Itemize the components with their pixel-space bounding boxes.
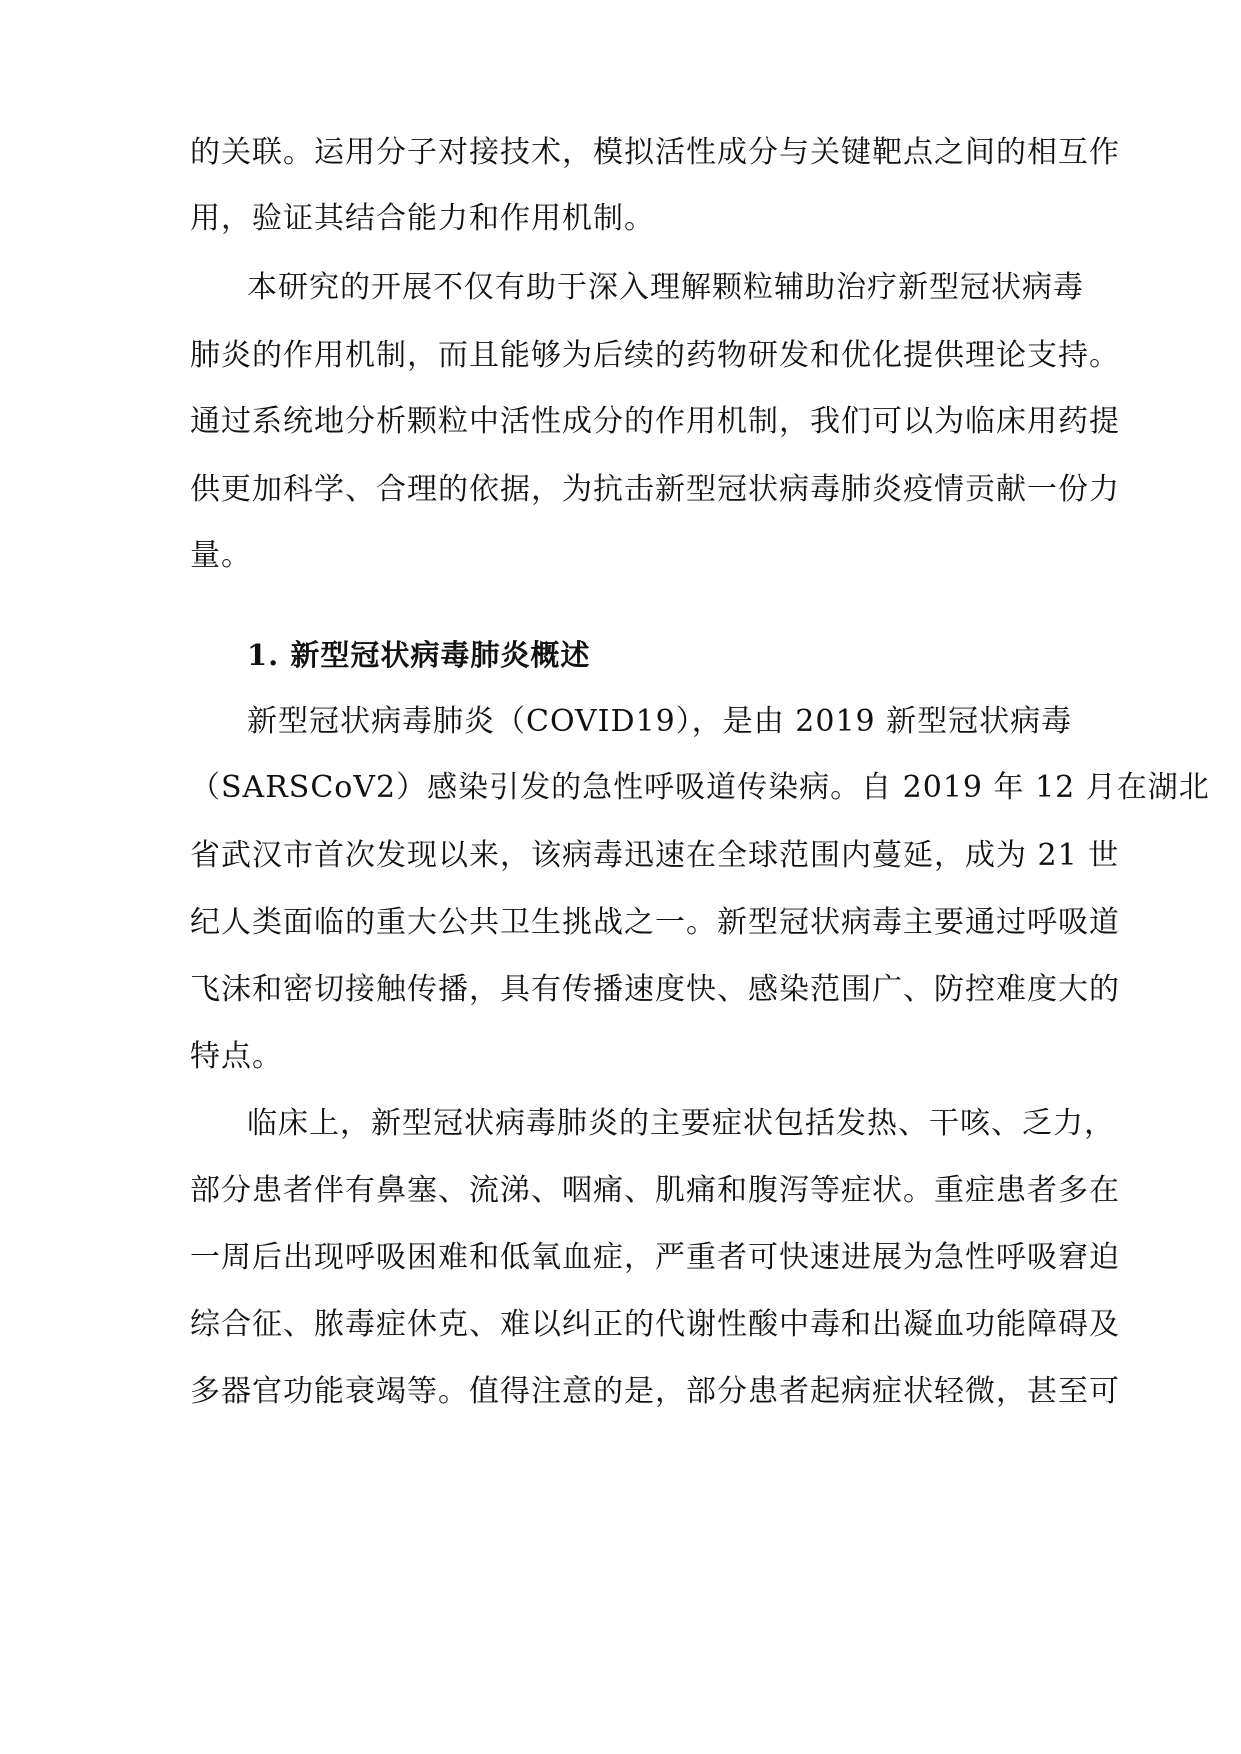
text-line: 的关联。运用分子对接技术，模拟活性成分与关键靶点之间的相互作 xyxy=(190,135,1120,170)
text-line: 通过系统地分析颗粒中活性成分的作用机制，我们可以为临床用药提 xyxy=(190,404,1120,439)
text-line: 省武汉市首次发现以来，该病毒迅速在全球范围内蔓延，成为 21 世 xyxy=(190,838,1120,873)
text-line: 用，验证其结合能力和作用机制。 xyxy=(190,201,655,236)
text-line: 供更加科学、合理的依据，为抗击新型冠状病毒肺炎疫情贡献一份力 xyxy=(190,472,1120,507)
text-line: 纪人类面临的重大公共卫生挑战之一。新型冠状病毒主要通过呼吸道 xyxy=(190,905,1120,940)
text-line: 飞沫和密切接触传播，具有传播速度快、感染范围广、防控难度大的 xyxy=(190,972,1120,1007)
text-line: 新型冠状病毒肺炎（COVID19），是由 2019 新型冠状病毒 xyxy=(247,704,1073,739)
text-line: 综合征、脓毒症休克、难以纠正的代谢性酸中毒和出凝血功能障碍及 xyxy=(190,1307,1120,1342)
text-line: 一周后出现呼吸困难和低氧血症，严重者可快速进展为急性呼吸窘迫 xyxy=(190,1240,1120,1275)
text-line: 量。 xyxy=(190,538,252,573)
text-line: （SARSCoV2）感染引发的急性呼吸道传染病。自 2019 年 12 月在湖北 xyxy=(190,770,1210,805)
text-line: 特点。 xyxy=(190,1039,283,1074)
text-line: 本研究的开展不仅有助于深入理解颗粒辅助治疗新型冠状病毒 xyxy=(247,270,1084,305)
text-line: 部分患者伴有鼻塞、流涕、咽痛、肌痛和腹泻等症状。重症患者多在 xyxy=(190,1173,1120,1208)
text-line: 肺炎的作用机制，而且能够为后续的药物研发和优化提供理论支持。 xyxy=(190,338,1120,373)
text-line: 临床上，新型冠状病毒肺炎的主要症状包括发热、干咳、乏力， xyxy=(247,1106,1115,1141)
section-heading: 1. 新型冠状病毒肺炎概述 xyxy=(247,638,591,672)
text-line: 多器官功能衰竭等。值得注意的是，部分患者起病症状轻微，甚至可 xyxy=(190,1374,1120,1409)
